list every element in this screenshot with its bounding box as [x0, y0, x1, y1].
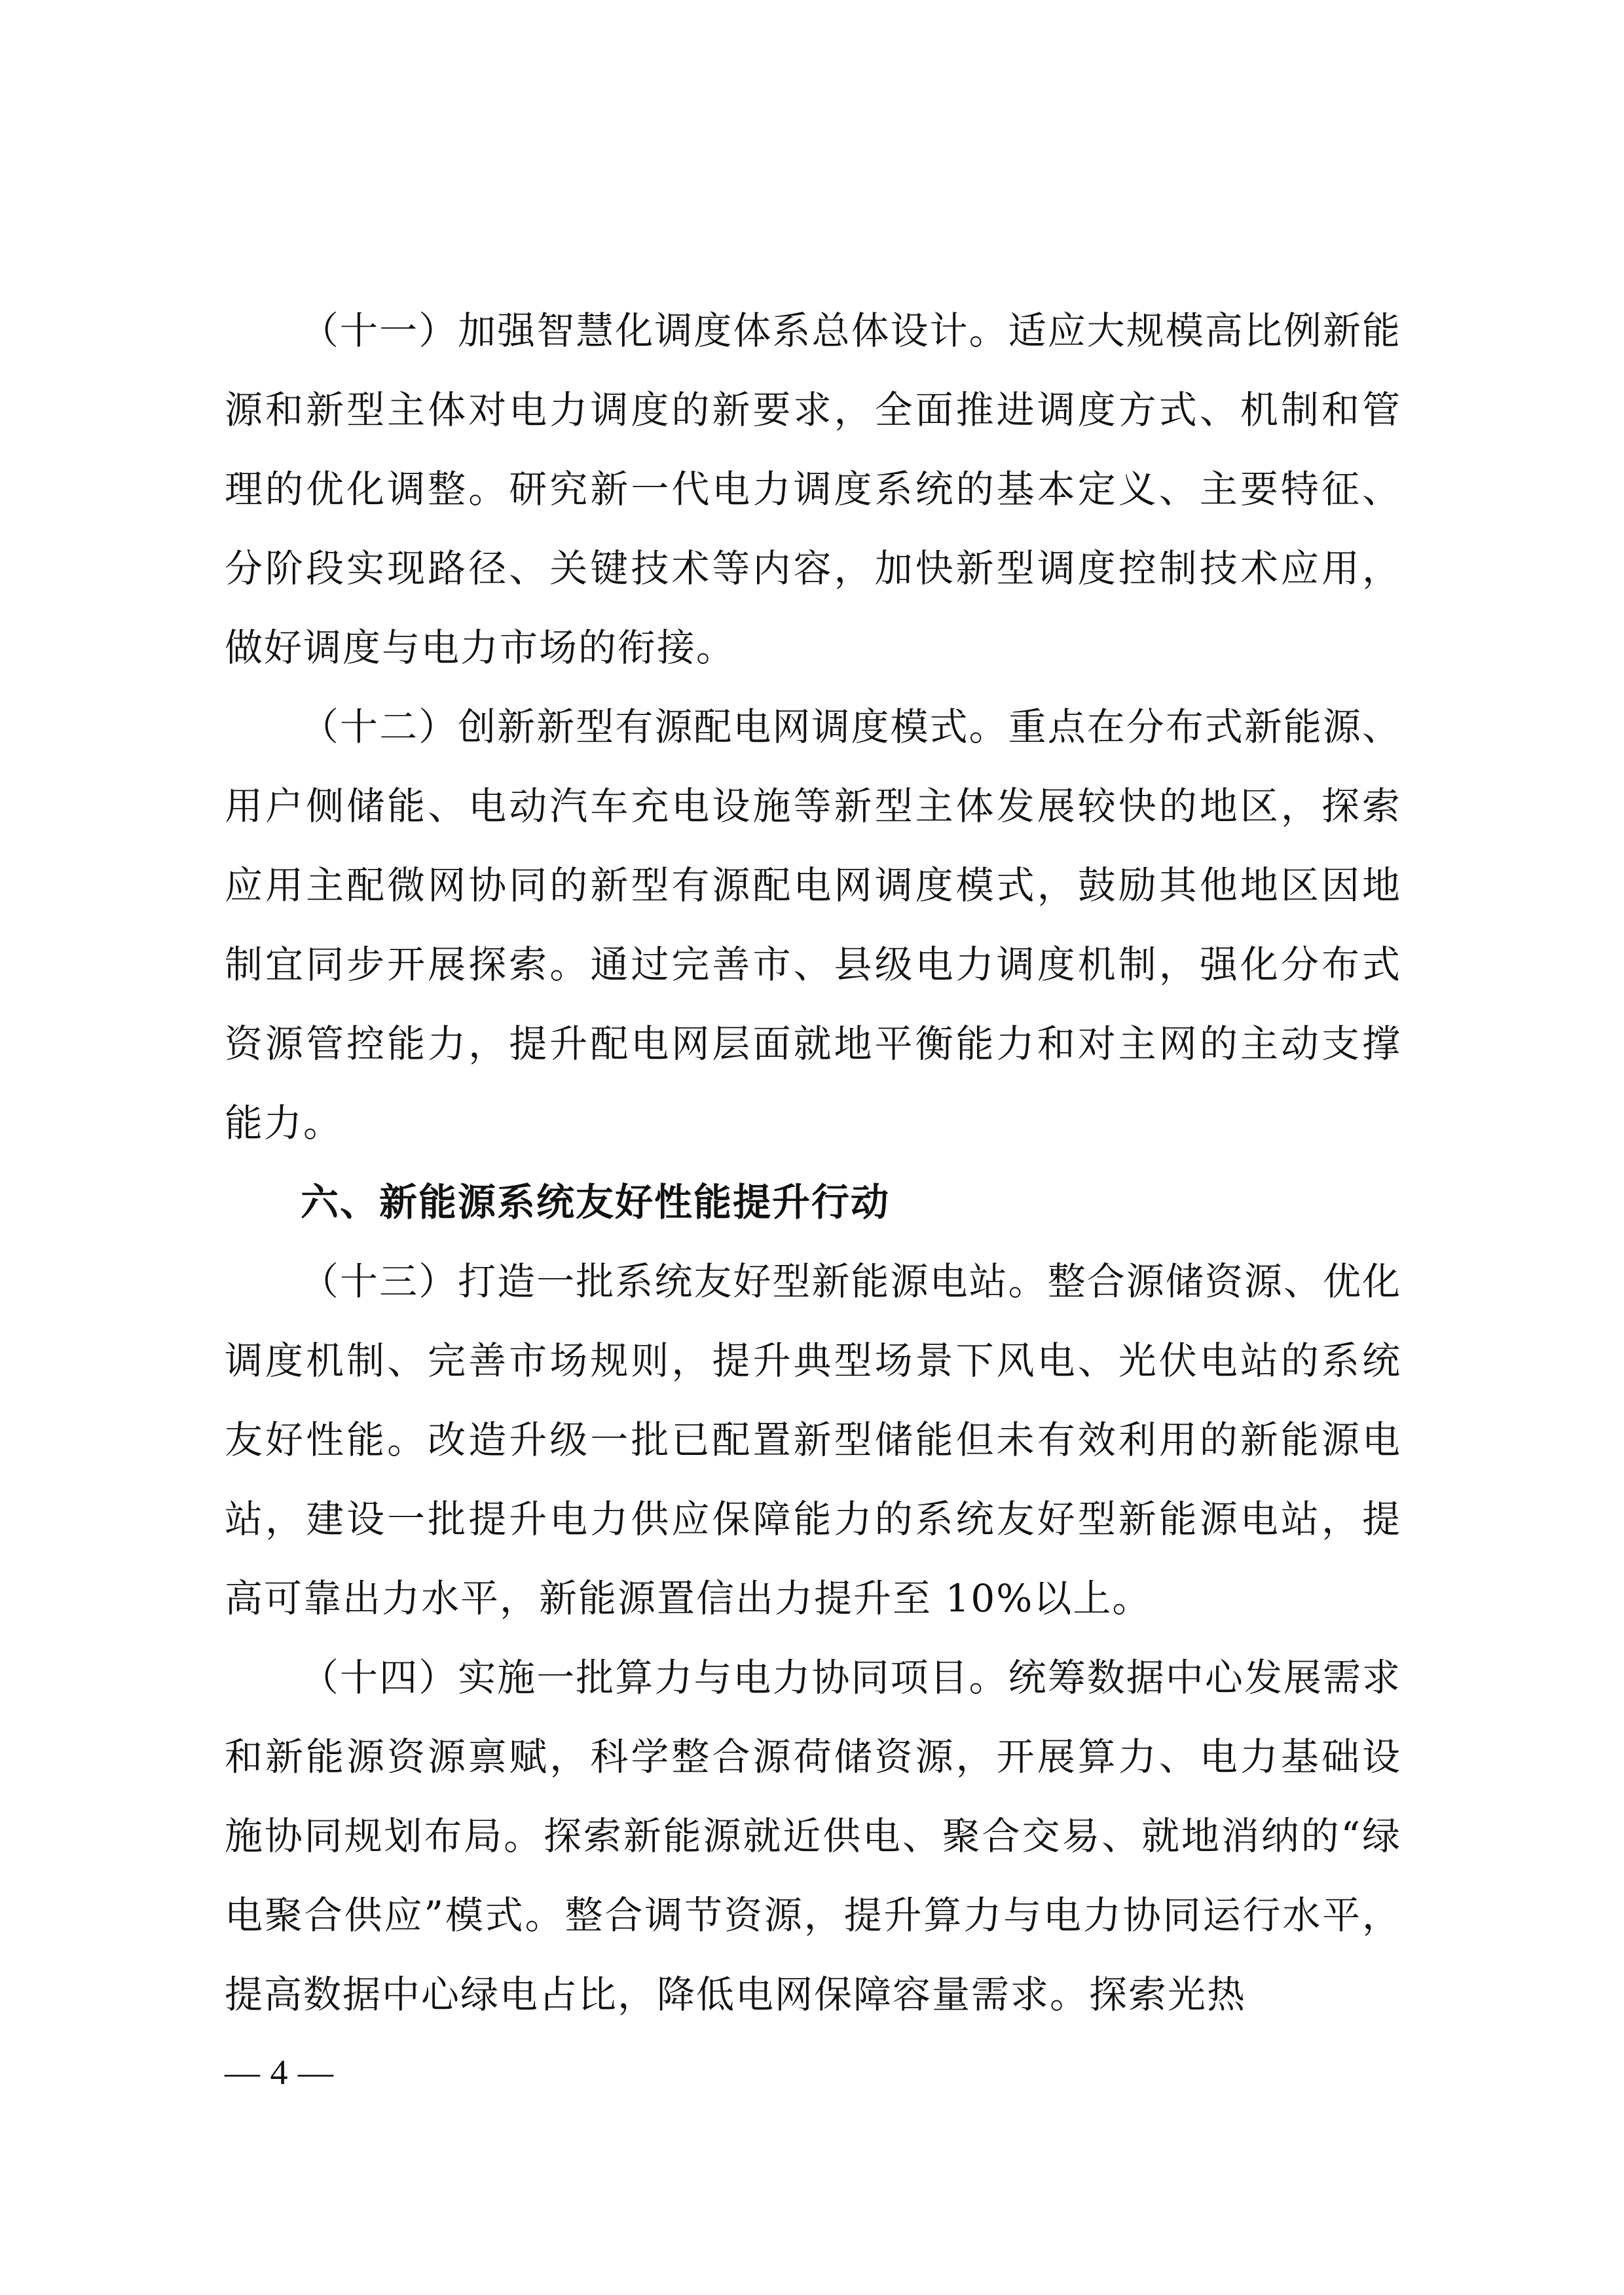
paragraph-13-body: 整合源储资源、优化调度机制、完善市场规则，提升典型场景下风电、光伏电站的系统友好性能。改造升级一批已配置新型储能但未有效利用的新能源电站，建设一批提升电力供应保障能力的系统友好型新能源电站，提高可靠出力水平，新能源置信出力提升至 10%以上。	[225, 1259, 1401, 1621]
paragraph-12-lead: （十二）创新新型有源配电网调度模式。	[301, 705, 1008, 749]
paragraph-11	[225, 291, 1401, 688]
document-body	[225, 291, 1401, 2034]
paragraph-14-lead: （十四）实施一批算力与电力协同项目。	[301, 1655, 1008, 1700]
paragraph-13-lead: （十三）打造一批系统友好型新能源电站。	[301, 1259, 1048, 1304]
paragraph-11-lead: （十一）加强智慧化调度体系总体设计。	[301, 308, 1008, 353]
paragraph-14	[225, 1638, 1401, 2034]
section-heading: 六、新能源系统友好性能提升行动	[301, 1180, 891, 1224]
paragraph-12	[225, 688, 1401, 1163]
paragraph-12-body: 重点在分布式新能源、用户侧储能、电动汽车充电设施等新型主体发展较快的地区，探索应用主配微网协同的新型有源配电网调度模式，鼓励其他地区因地制宜同步开展探索。通过完善市、县级电力调度机制，强化分布式资源管控能力，提升配电网层面就地平衡能力和对主网的主动支撑能力。	[225, 705, 1401, 1145]
page-number: — 4 —	[225, 2053, 334, 2092]
paragraph-14-body: 统筹数据中心发展需求和新能源资源禀赋，科学整合源荷储资源，开展算力、电力基础设施协同规划布局。探索新能源就近供电、聚合交易、就地消纳的“绿电聚合供应”模式。整合调节资源，提升算力与电力协同运行水平，提高数据中心绿电占比，降低电网保障容量需求。探索光热	[225, 1655, 1401, 2017]
paragraph-13	[225, 1242, 1401, 1638]
paragraph-11-body: 适应大规模高比例新能源和新型主体对电力调度的新要求，全面推进调度方式、机制和管理的优化调整。研究新一代电力调度系统的基本定义、主要特征、分阶段实现路径、关键技术等内容，加快新型调度控制技术应用，做好调度与电力市场的衔接。	[225, 308, 1401, 670]
